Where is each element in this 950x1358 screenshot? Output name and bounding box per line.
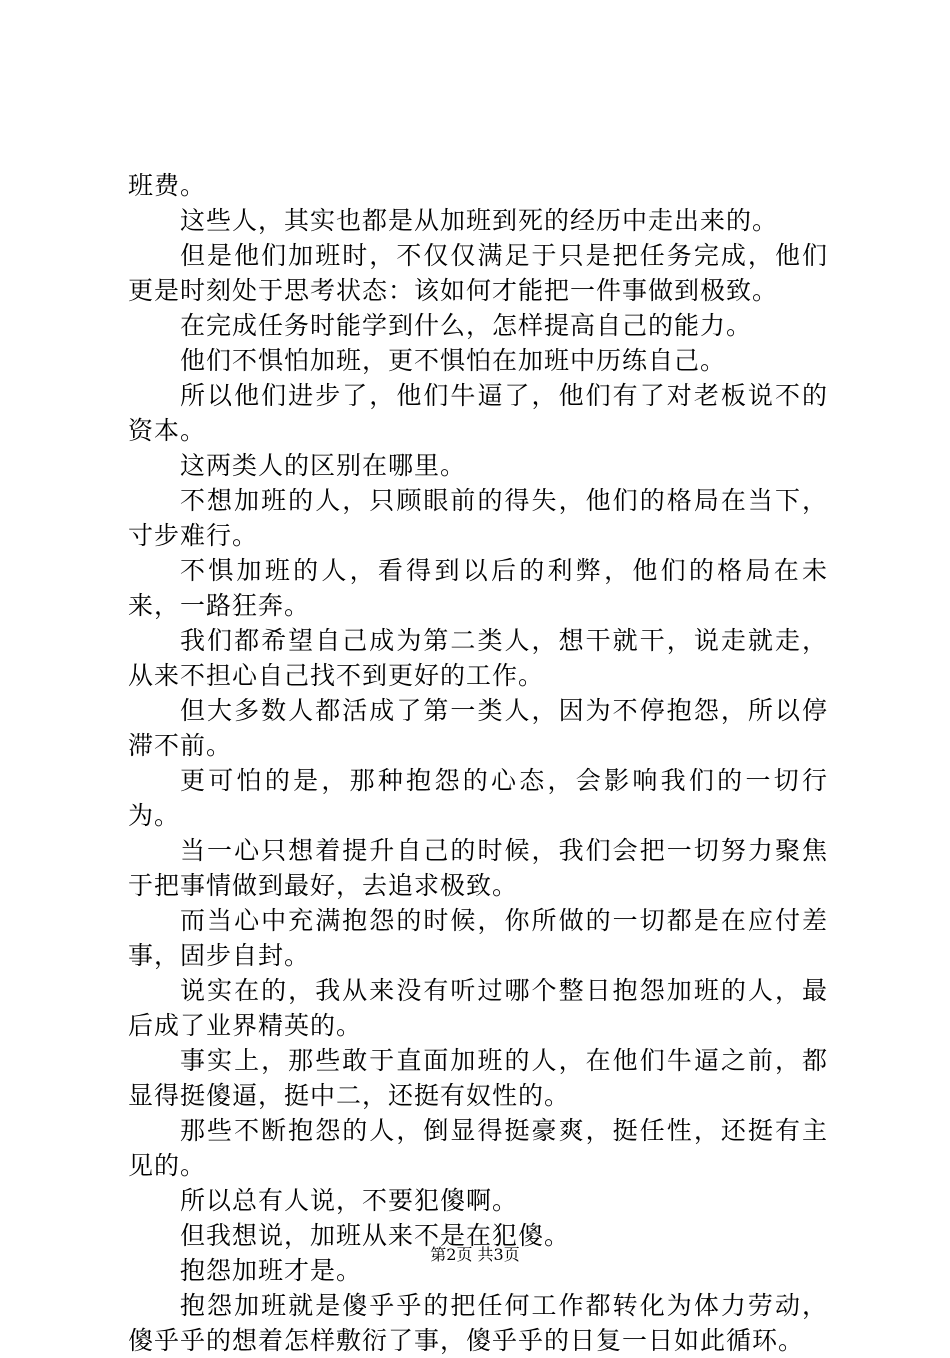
paragraph: 他们不惧怕加班，更不惧怕在加班中历练自己。	[180, 346, 727, 375]
paragraph: 事实上，那些敢于直面加班的人，在他们牛逼之前，都显得挺傻逼，挺中二，还挺有奴性的。	[128, 1046, 828, 1110]
paragraph: 抱怨加班就是傻乎乎的把任何工作都转化为体力劳动，傻乎乎的想着怎样敷衍了事，傻乎乎的日复一日如此循环。	[128, 1291, 828, 1355]
paragraph: 不惧加班的人，看得到以后的利弊，他们的格局在未来，一路狂奔。	[128, 556, 828, 620]
paragraph: 抱怨加班才是。	[180, 1256, 363, 1285]
paragraph: 在完成任务时能学到什么，怎样提高自己的能力。	[180, 311, 753, 340]
paragraph: 更可怕的是，那种抱怨的心态，会影响我们的一切行为。	[128, 766, 828, 830]
paragraph: 那些不断抱怨的人，倒显得挺豪爽，挺任性，还挺有主见的。	[128, 1116, 828, 1180]
document-body	[128, 168, 828, 1358]
paragraph: 但大多数人都活成了第一类人，因为不停抱怨，所以停滞不前。	[128, 696, 828, 760]
paragraph: 这些人，其实也都是从加班到死的经历中走出来的。	[180, 206, 779, 235]
paragraph: 所以他们进步了，他们牛逼了，他们有了对老板说不的资本。	[128, 381, 828, 445]
paragraph: 而当心中充满抱怨的时候，你所做的一切都是在应付差事，固步自封。	[128, 906, 828, 970]
paragraph: 所以总有人说，不要犯傻啊。	[180, 1186, 519, 1215]
paragraph: 我们都希望自己成为第二类人，想干就干，说走就走，从来不担心自己找不到更好的工作。	[128, 626, 828, 690]
paragraph: 不想加班的人，只顾眼前的得失，他们的格局在当下，寸步难行。	[128, 486, 828, 550]
paragraph: 但是他们加班时，不仅仅满足于只是把任务完成，他们更是时刻处于思考状态：该如何才能把一件事做到极致。	[128, 241, 828, 305]
paragraph: 这两类人的区别在哪里。	[180, 451, 467, 480]
paragraph: 班费。	[128, 171, 207, 200]
paragraph: 当一心只想着提升自己的时候，我们会把一切努力聚焦于把事情做到最好，去追求极致。	[128, 836, 828, 900]
paragraph: 但我想说，加班从来不是在犯傻。	[180, 1221, 571, 1250]
page-footer: 第2页 共3页	[430, 1245, 520, 1264]
paragraph: 说实在的，我从来没有听过哪个整日抱怨加班的人，最后成了业界精英的。	[128, 976, 828, 1040]
